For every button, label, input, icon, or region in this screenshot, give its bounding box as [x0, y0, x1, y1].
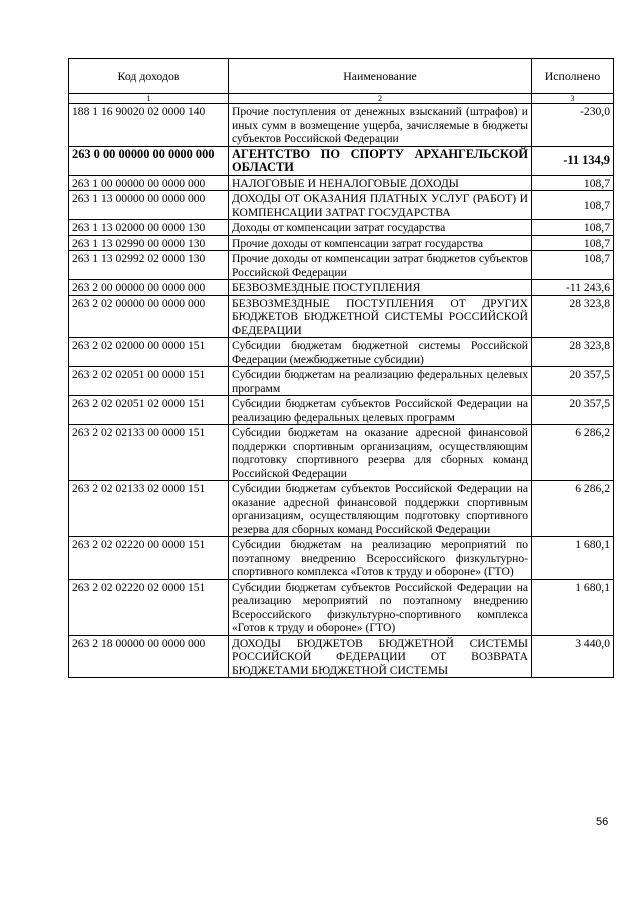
table-row — [69, 425, 614, 481]
header-value: Исполнено — [532, 59, 614, 94]
row-name: Субсидии бюджетам субъектов Российской Федерации на оказание адресной финансовой поддержки спортивным организациям, осуществляющим подготовку спортивного резерва для сборных команд Российской Федерации — [229, 481, 532, 537]
header-row — [69, 59, 614, 94]
row-code: 263 2 00 00000 00 0000 000 — [69, 280, 229, 296]
row-name: Субсидии бюджетам субъектов Российской Федерации на реализацию мероприятий по поэтапному внедрению Всероссийского физкультурно-спортивного комплекса «Готов к труду и обороне» (ГТО) — [229, 579, 532, 635]
column-number-2: 2 — [229, 94, 532, 104]
table-row — [69, 175, 614, 191]
row-name: Субсидии бюджетам субъектов Российской Федерации на реализацию федеральных целевых программ — [229, 396, 532, 425]
row-code: 263 1 13 02990 00 0000 130 — [69, 235, 229, 251]
row-code: 263 0 00 00000 00 0000 000 — [69, 146, 229, 175]
revenue-table — [68, 58, 614, 678]
table-row — [69, 251, 614, 280]
table-row — [69, 635, 614, 678]
row-value: 28 323,8 — [532, 295, 614, 338]
row-code: 263 2 02 02000 00 0000 151 — [69, 338, 229, 367]
table-row — [69, 481, 614, 537]
row-value: 28 323,8 — [532, 338, 614, 367]
row-code: 263 2 02 02133 00 0000 151 — [69, 425, 229, 481]
table-row — [69, 537, 614, 580]
row-value: 108,7 — [532, 220, 614, 236]
row-name: ДОХОДЫ БЮДЖЕТОВ БЮДЖЕТНОЙ СИСТЕМЫ РОССИЙСКОЙ ФЕДЕРАЦИИ ОТ ВОЗВРАТА БЮДЖЕТАМИ БЮДЖЕТНОЙ СИСТЕМЫ — [229, 635, 532, 678]
header-code: Код доходов — [69, 59, 229, 94]
row-name: Прочие доходы от компенсации затрат бюджетов субъектов Российской Федерации — [229, 251, 532, 280]
row-code: 263 2 02 02220 00 0000 151 — [69, 537, 229, 580]
column-number-3: 3 — [532, 94, 614, 104]
row-name: Субсидии бюджетам на реализацию федеральных целевых программ — [229, 367, 532, 396]
row-name: Субсидии бюджетам на оказание адресной финансовой поддержки спортивным организациям, осуществляющим подготовку спортивного резерва для сборных команд Российской Федерации — [229, 425, 532, 481]
row-value: 1 680,1 — [532, 579, 614, 635]
row-code: 188 1 16 90020 02 0000 140 — [69, 104, 229, 147]
row-value: 1 680,1 — [532, 537, 614, 580]
row-value: 108,7 — [532, 235, 614, 251]
row-value: -11 243,6 — [532, 280, 614, 296]
row-code: 263 1 13 00000 00 0000 000 — [69, 191, 229, 220]
row-code: 263 2 02 02133 02 0000 151 — [69, 481, 229, 537]
table-row — [69, 295, 614, 338]
row-name: Субсидии бюджетам на реализацию мероприятий по поэтапному внедрению Всероссийского физкультурно-спортивного комплекса «Готов к труду и обороне» (ГТО) — [229, 537, 532, 580]
row-value: 20 357,5 — [532, 396, 614, 425]
row-value: -230,0 — [532, 104, 614, 147]
row-code: 263 2 02 02220 02 0000 151 — [69, 579, 229, 635]
table-row — [69, 191, 614, 220]
row-value: 6 286,2 — [532, 425, 614, 481]
row-value: 108,7 — [532, 175, 614, 191]
row-value: 6 286,2 — [532, 481, 614, 537]
table-row — [69, 396, 614, 425]
row-code: 263 1 00 00000 00 0000 000 — [69, 175, 229, 191]
table-row — [69, 367, 614, 396]
row-value: 20 357,5 — [532, 367, 614, 396]
table-row — [69, 235, 614, 251]
row-name: Доходы от компенсации затрат государства — [229, 220, 532, 236]
row-name: НАЛОГОВЫЕ И НЕНАЛОГОВЫЕ ДОХОДЫ — [229, 175, 532, 191]
row-code: 263 2 02 00000 00 0000 000 — [69, 295, 229, 338]
row-name: БЕЗВОЗМЕЗДНЫЕ ПОСТУПЛЕНИЯ ОТ ДРУГИХ БЮДЖЕТОВ БЮДЖЕТНОЙ СИСТЕМЫ РОССИЙСКОЙ ФЕДЕРАЦИИ — [229, 295, 532, 338]
page-number: 56 — [596, 816, 609, 828]
column-number-1: 1 — [69, 94, 229, 104]
column-number-row — [69, 94, 614, 104]
row-name: Прочие доходы от компенсации затрат государства — [229, 235, 532, 251]
row-name: Прочие поступления от денежных взысканий (штрафов) и иных сумм в возмещение ущерба, зачисляемые в бюджеты субъектов Российской Федерации — [229, 104, 532, 147]
row-name: Субсидии бюджетам бюджетной системы Российской Федерации (межбюджетные субсидии) — [229, 338, 532, 367]
table-row — [69, 220, 614, 236]
row-value: 108,7 — [532, 251, 614, 280]
row-code: 263 1 13 02992 02 0000 130 — [69, 251, 229, 280]
table-row — [69, 579, 614, 635]
table-body — [69, 104, 614, 678]
row-value: 108,7 — [532, 191, 614, 220]
row-code: 263 1 13 02000 00 0000 130 — [69, 220, 229, 236]
table-row — [69, 104, 614, 147]
row-code: 263 2 18 00000 00 0000 000 — [69, 635, 229, 678]
table-row — [69, 146, 614, 175]
row-name: АГЕНТСТВО ПО СПОРТУ АРХАНГЕЛЬСКОЙ ОБЛАСТИ — [229, 146, 532, 175]
table-row — [69, 338, 614, 367]
row-value: 3 440,0 — [532, 635, 614, 678]
row-name: ДОХОДЫ ОТ ОКАЗАНИЯ ПЛАТНЫХ УСЛУГ (РАБОТ) И КОМПЕНСАЦИИ ЗАТРАТ ГОСУДАРСТВА — [229, 191, 532, 220]
row-name: БЕЗВОЗМЕЗДНЫЕ ПОСТУПЛЕНИЯ — [229, 280, 532, 296]
row-code: 263 2 02 02051 00 0000 151 — [69, 367, 229, 396]
row-value: -11 134,9 — [532, 146, 614, 175]
table-row — [69, 280, 614, 296]
row-code: 263 2 02 02051 02 0000 151 — [69, 396, 229, 425]
header-name: Наименование — [229, 59, 532, 94]
